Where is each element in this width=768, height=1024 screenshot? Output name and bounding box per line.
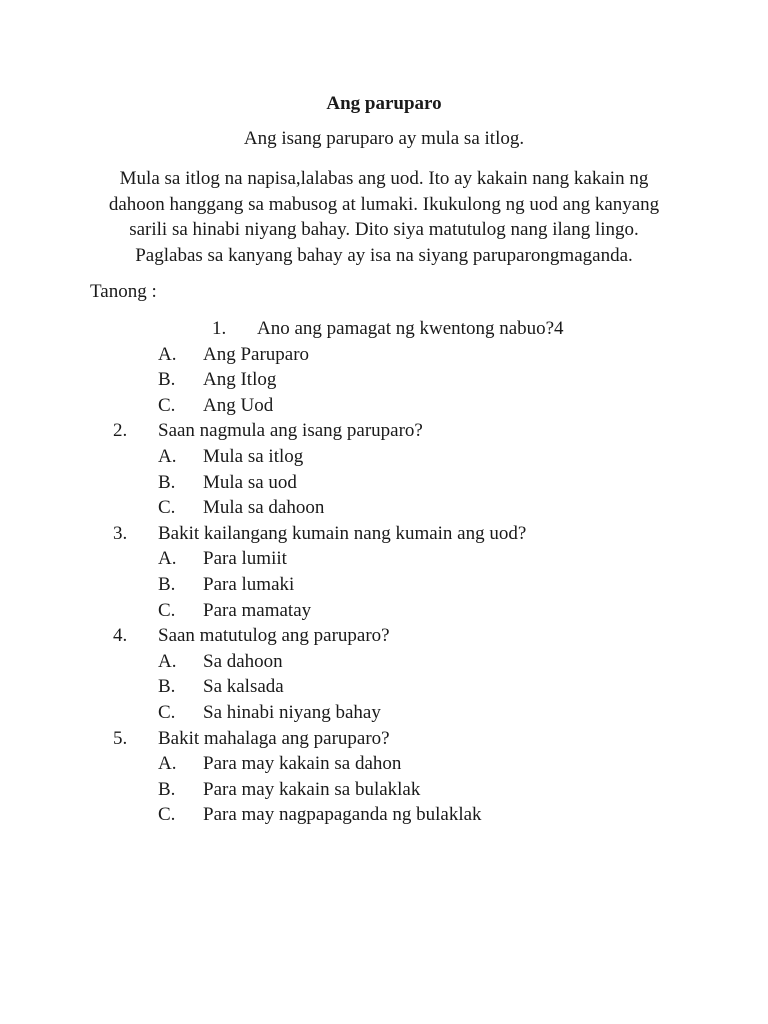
question-text: Bakit mahalaga ang paruparo? — [158, 727, 390, 749]
choice-letter: A. — [158, 753, 177, 775]
choice-text: Mula sa itlog — [203, 446, 304, 467]
choice-text: Mula sa dahoon — [203, 497, 325, 519]
choice-text: Ang Itlog — [203, 369, 277, 391]
document-subtitle: Ang isang paruparo ay mula sa itlog. — [243, 128, 525, 149]
choice-letter: A. — [158, 446, 177, 467]
choice-letter: C. — [158, 702, 176, 723]
questions-label: Tanong : — [90, 281, 157, 302]
choice-letter: A. — [158, 650, 177, 672]
question-number: 4. — [113, 625, 128, 647]
question-text: Saan matutulog ang paruparo? — [158, 625, 390, 647]
choice-letter: B. — [158, 778, 176, 800]
question-text: Saan nagmula ang isang paruparo? — [158, 420, 423, 442]
choice-text: Sa dahoon — [203, 650, 283, 672]
question-text: Bakit kailangang kumain nang kumain ang uod? — [158, 522, 527, 544]
choice-text: Para may nagpapaganda ng bulaklak — [203, 804, 482, 826]
choice-letter: B. — [158, 574, 176, 595]
choice-text: Ang Paruparo — [203, 343, 310, 365]
story-paragraph — [0, 166, 768, 268]
document-title: Ang paruparo — [326, 93, 442, 114]
question-number: 5. — [113, 727, 128, 749]
choice-text: Mula sa uod — [203, 471, 297, 493]
choice-text: Para mamatay — [203, 599, 312, 621]
choice-letter: C. — [158, 804, 176, 826]
choice-letter: A. — [158, 343, 177, 365]
choice-text: Para may kakain sa bulaklak — [203, 778, 421, 800]
question-number: 1. — [212, 318, 227, 339]
question-text: Ano ang pamagat ng kwentong nabuo?4 — [257, 318, 564, 339]
choice-letter: C. — [158, 394, 176, 416]
choice-letter: C. — [158, 599, 176, 621]
choice-text: Sa kalsada — [203, 676, 284, 698]
choice-letter: B. — [158, 471, 176, 493]
choice-text: Sa hinabi niyang bahay — [203, 702, 381, 723]
choice-letter: A. — [158, 548, 177, 570]
question-number: 3. — [113, 522, 128, 544]
choice-letter: C. — [158, 497, 176, 519]
choice-letter: B. — [158, 369, 176, 391]
choice-text: Para lumaki — [203, 574, 295, 595]
paragraph-line: sarili sa hinabi niyang bahay. Dito siya matutulog nang ilang lingo. — [129, 219, 639, 240]
paragraph-line: dahoon hanggang sa mabusog at lumaki. Ikukulong ng uod ang kanyang — [108, 193, 660, 215]
choice-text: Ang Uod — [203, 394, 274, 416]
paragraph-line: Mula sa itlog na napisa,lalabas ang uod. Ito ay kakain nang kakain ng — [119, 168, 649, 189]
choice-text: Para lumiit — [203, 548, 287, 570]
question-number: 2. — [113, 420, 128, 442]
paragraph-line: Paglabas sa kanyang bahay ay isa na siyang paruparongmaganda. — [135, 244, 633, 266]
choice-text: Para may kakain sa dahon — [203, 753, 402, 775]
choice-letter: B. — [158, 676, 176, 698]
